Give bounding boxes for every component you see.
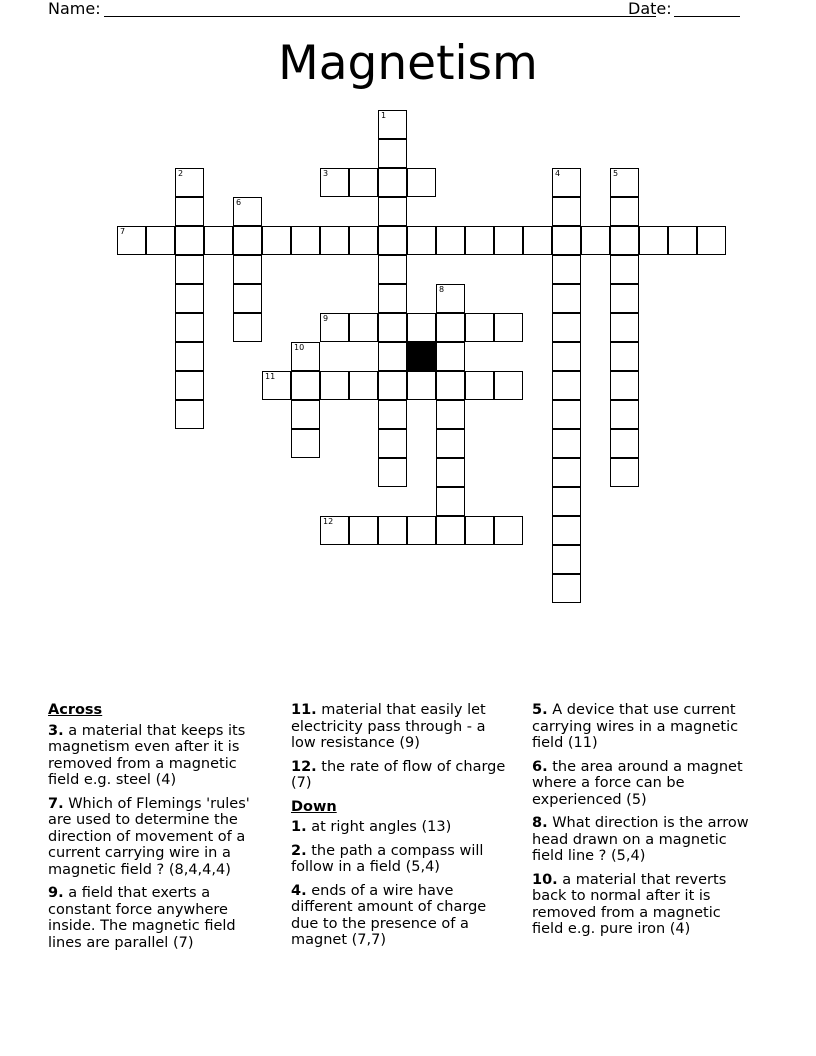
clues-column-2 [291,702,509,956]
clue-across-9 [48,885,266,951]
clue-text: What direction is the arrow head drawn on a magnetic field line ? (5,4) [532,815,749,864]
crossword-cell[interactable] [233,226,262,255]
clue-number-label: 12 [323,517,334,526]
crossword-cell[interactable] [291,371,320,400]
clue-text: a material that keeps its magnetism even after it is removed from a magnetic field e.g. steel (4) [48,722,246,788]
crossword-cell[interactable] [494,226,523,255]
clue-number: 4. [291,882,307,899]
crossword-cell[interactable] [552,487,581,516]
crossword-cell[interactable] [407,226,436,255]
crossword-cell[interactable] [552,313,581,342]
crossword-cell[interactable] [378,139,407,168]
crossword-cell[interactable] [175,197,204,226]
crossword-cell[interactable] [378,168,407,197]
crossword-cell[interactable] [523,226,552,255]
page-title: Magnetism [278,36,538,91]
crossword-cell[interactable] [552,255,581,284]
crossword-cell[interactable] [436,342,465,371]
clue-across-11 [291,702,509,752]
crossword-cell[interactable] [436,400,465,429]
crossword-cell[interactable] [407,516,436,545]
crossword-cell[interactable] [378,371,407,400]
crossword-cell[interactable] [320,313,349,342]
crossword-cell[interactable] [552,400,581,429]
crossword-cell[interactable] [349,226,378,255]
crossword-cell[interactable] [610,342,639,371]
clue-down-5 [532,702,750,752]
clue-number-label: 10 [294,343,305,352]
clue-text: the rate of flow of charge (7) [291,758,506,791]
clue-text: a material that reverts back to normal after it is removed from a magnetic field e.g. pure iron (4) [532,871,727,937]
crossword-cell[interactable] [378,400,407,429]
crossword-cell[interactable] [697,226,726,255]
clue-number-label: 2 [178,169,184,178]
crossword-cell[interactable] [146,226,175,255]
clue-down-2 [291,843,509,876]
clue-down-8 [532,815,750,865]
crossword-cell[interactable] [175,400,204,429]
crossword-cell[interactable] [668,226,697,255]
crossword-cell[interactable] [407,168,436,197]
crossword-cell[interactable] [407,371,436,400]
clue-text: ends of a wire have different amount of charge due to the presence of a magnet (7,7) [291,882,487,948]
clue-number-label: 11 [265,372,276,381]
crossword-cell[interactable] [291,400,320,429]
clues-column-3 [532,702,750,945]
clue-number: 1. [291,819,307,835]
clue-across-3 [48,723,266,789]
crossword-cell[interactable] [552,545,581,574]
crossword-cell[interactable] [436,458,465,487]
crossword-cell[interactable] [175,313,204,342]
crossword-cell[interactable] [610,400,639,429]
crossword-cell[interactable] [407,313,436,342]
clue-number: 12. [291,758,317,775]
crossword-cell[interactable] [494,516,523,545]
clue-number: 9. [48,885,64,901]
crossword-cell[interactable] [436,284,465,313]
crossword-cell[interactable] [552,574,581,603]
crossword-cell[interactable] [610,255,639,284]
clue-number: 6. [532,758,548,775]
clue-text: a field that exerts a constant force anywhere inside. The magnetic field lines are parallel (7) [48,885,236,951]
crossword-cell[interactable] [378,110,407,139]
crossword-cell[interactable] [291,226,320,255]
clue-text: Which of Flemings 'rules' are used to determine the direction of movement of a current carrying wire in a magnetic field ? (8,4,4,4) [48,795,250,878]
crossword-cell[interactable] [465,226,494,255]
crossword-cell[interactable] [175,168,204,197]
crossword-cell[interactable] [349,313,378,342]
crossword-cell[interactable] [610,284,639,313]
crossword-cell[interactable] [610,226,639,255]
crossword-cell[interactable] [610,168,639,197]
clue-text: material that easily let electricity pass through - a low resistance (9) [291,702,486,751]
crossword-cell[interactable] [262,371,291,400]
crossword-cell[interactable] [320,226,349,255]
crossword-cell[interactable] [610,458,639,487]
date-label: Date: [628,0,672,18]
crossword-cell[interactable] [175,342,204,371]
crossword-cell[interactable] [581,226,610,255]
crossword-cell[interactable] [436,516,465,545]
clue-down-4 [291,883,509,949]
crossword-cell[interactable] [436,226,465,255]
crossword-cell[interactable] [349,516,378,545]
crossword-cell[interactable] [552,429,581,458]
clue-down-10 [532,872,750,938]
crossword-cell[interactable] [204,226,233,255]
clue-number: 2. [291,842,307,859]
crossword-cell[interactable] [349,371,378,400]
crossword-cell[interactable] [378,226,407,255]
crossword-cell[interactable] [291,429,320,458]
crossword-cell[interactable] [552,284,581,313]
clues-column-1 [48,702,266,958]
crossword-cell[interactable] [320,516,349,545]
crossword-cell[interactable] [610,313,639,342]
crossword-cell[interactable] [552,516,581,545]
black-cell [407,342,436,371]
crossword-cell[interactable] [552,168,581,197]
crossword-cell[interactable] [233,313,262,342]
crossword-cell[interactable] [378,284,407,313]
clue-number-label: 3 [323,169,329,178]
crossword-cell[interactable] [378,458,407,487]
crossword-cell[interactable] [639,226,668,255]
clue-number-label: 1 [381,111,387,120]
crossword-cell[interactable] [320,168,349,197]
crossword-cell[interactable] [610,429,639,458]
crossword-cell[interactable] [436,487,465,516]
clue-number-label: 4 [555,169,561,178]
crossword-cell[interactable] [436,429,465,458]
name-label: Name: [48,0,101,18]
clue-across-12 [291,759,509,792]
clue-text: at right angles (13) [306,819,452,835]
crossword-cell[interactable] [262,226,291,255]
crossword-cell[interactable] [175,255,204,284]
clue-text: the path a compass will follow in a field (5,4) [291,842,484,875]
crossword-cell[interactable] [233,284,262,313]
crossword-cell[interactable] [117,226,146,255]
crossword-cell[interactable] [378,313,407,342]
crossword-cell[interactable] [233,197,262,226]
clue-number: 7. [48,795,64,812]
clue-number: 11. [291,702,317,718]
crossword-cell[interactable] [465,516,494,545]
crossword-cell[interactable] [494,313,523,342]
crossword-cell[interactable] [175,284,204,313]
clue-number: 10. [532,871,558,888]
clue-down-1 [291,819,509,836]
crossword-cell[interactable] [378,197,407,226]
crossword-cell[interactable] [175,371,204,400]
crossword-cell[interactable] [436,371,465,400]
crossword-cell[interactable] [436,313,465,342]
clue-number: 3. [48,722,64,739]
crossword-cell[interactable] [494,371,523,400]
clue-number-label: 7 [120,227,126,236]
clue-number-label: 5 [613,169,619,178]
clue-number-label: 6 [236,198,242,207]
crossword-cell[interactable] [552,458,581,487]
crossword-cell[interactable] [175,226,204,255]
clue-down-6 [532,759,750,809]
crossword-cell[interactable] [233,255,262,284]
clue-number: 8. [532,815,548,831]
crossword-cell[interactable] [552,371,581,400]
clue-text: the area around a magnet where a force can be experienced (5) [532,758,743,808]
crossword-cell[interactable] [552,342,581,371]
crossword-cell[interactable] [465,313,494,342]
crossword-cell[interactable] [610,371,639,400]
crossword-cell[interactable] [320,371,349,400]
clue-number-label: 8 [439,285,445,294]
down-heading: Down [291,798,337,815]
crossword-cell[interactable] [378,255,407,284]
crossword-cell[interactable] [378,342,407,371]
clue-number-label: 9 [323,314,329,323]
crossword-cell[interactable] [378,516,407,545]
clue-number: 5. [532,702,548,718]
crossword-cell[interactable] [349,168,378,197]
clue-across-7 [48,796,266,879]
clue-text: A device that use current carrying wires in a magnetic field (11) [532,702,739,751]
across-heading: Across [48,702,103,718]
crossword-cell[interactable] [552,226,581,255]
crossword-cell[interactable] [465,371,494,400]
crossword-cell[interactable] [610,197,639,226]
crossword-cell[interactable] [552,197,581,226]
crossword-cell[interactable] [378,429,407,458]
crossword-cell[interactable] [291,342,320,371]
